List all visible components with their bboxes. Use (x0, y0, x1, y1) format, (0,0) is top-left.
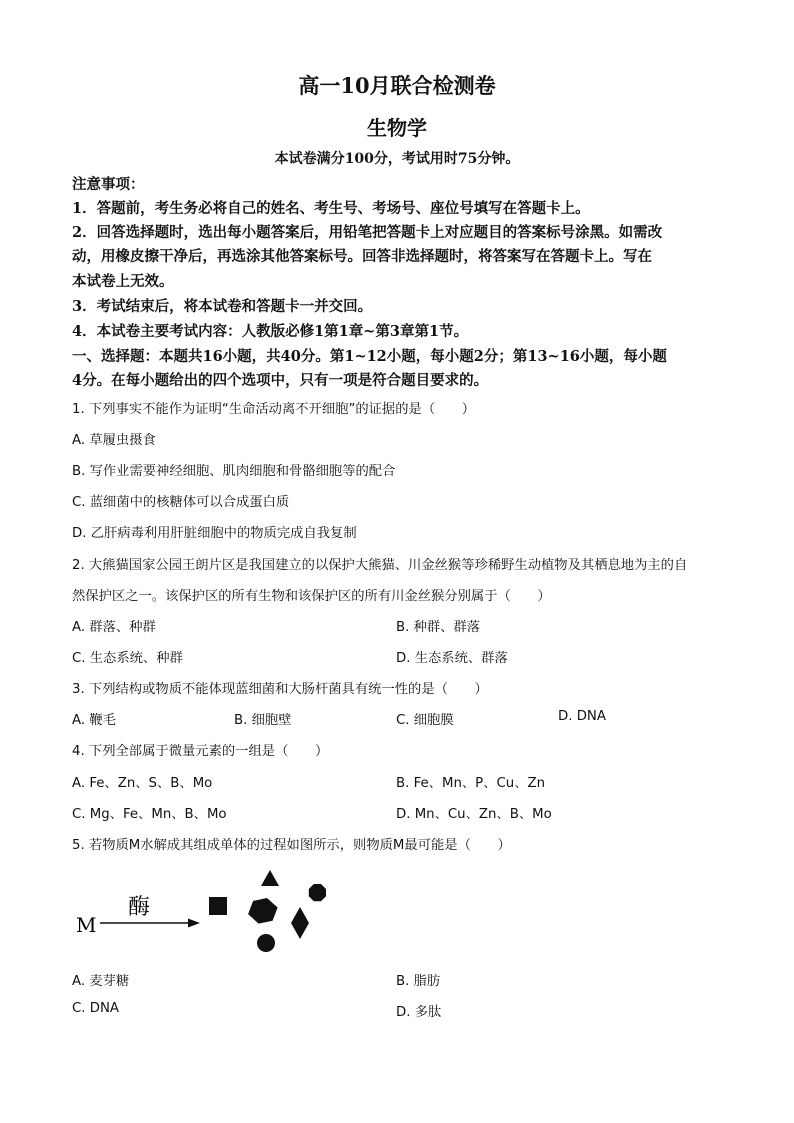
q4-option-b: B. Fe、Mn、P、Cu、Zn (396, 776, 546, 791)
monomer-diamond (291, 907, 309, 939)
monomer-octagon (309, 884, 326, 901)
notes-heading: 注意事项： (72, 176, 145, 193)
note-line-4: 本试卷上无效。 (72, 273, 174, 290)
q1-option-d: D. 乙肝病毒利用肝脏细胞中的物质完成自我复制 (72, 526, 357, 541)
monomer-square (209, 897, 227, 915)
q1-option-a: A. 草履虫摄食 (72, 433, 156, 448)
q2-option-c: C. 生态系统、种群 (72, 651, 183, 666)
note-line-5: 3．考试结束后，将本试卷和答题卡一并交回。 (72, 298, 373, 315)
note-line-3: 动，用橡皮擦干净后，再选涂其他答案标号。回答非选择题时，将答案写在答题卡上。写在 (72, 248, 652, 265)
q2-option-d: D. 生态系统、群落 (396, 651, 508, 666)
section-heading-line-2: 4分。在每小题给出的四个选项中，只有一项是符合题目要求的。 (72, 372, 489, 389)
note-line-1: 1．答题前，考生务必将自己的姓名、考生号、考场号、座位号填写在答题卡上。 (72, 200, 590, 217)
monomer-triangle (261, 870, 279, 886)
q2-stem-line-1: 2. 大熊猫国家公园王朗片区是我国建立的以保护大熊猫、川金丝猴等珍稀野生动植物及其栖息地为主的自 (72, 558, 688, 573)
q4-option-a: A. Fe、Zn、S、B、Mo (72, 776, 213, 791)
exam-title: 高一10月联合检测卷 (298, 73, 496, 98)
q3-option-c: C. 细胞膜 (396, 713, 454, 728)
q5-option-a: A. 麦芽糖 (72, 974, 130, 989)
q4-option-d: D. Mn、Cu、Zn、B、Mo (396, 807, 552, 822)
q1-stem: 1. 下列事实不能作为证明“生命活动离不开细胞”的证据的是（ ） (72, 402, 476, 417)
monomer-hexagon (248, 898, 278, 924)
q2-option-b: B. 种群、群落 (396, 620, 481, 635)
exam-info: 本试卷满分100分，考试用时75分钟。 (274, 151, 520, 167)
q1-option-b: B. 写作业需要神经细胞、肌肉细胞和骨骼细胞等的配合 (72, 464, 396, 479)
reaction-arrow-head (188, 919, 200, 928)
monomer-circle (257, 934, 275, 952)
q2-stem-line-2: 然保护区之一。该保护区的所有生物和该保护区的所有川金丝猴分别属于（ ） (72, 589, 551, 604)
q3-option-b: B. 细胞壁 (234, 713, 292, 728)
q4-stem: 4. 下列全部属于微量元素的一组是（ ） (72, 744, 329, 759)
q4-option-c: C. Mg、Fe、Mn、B、Mo (72, 807, 227, 822)
q5-option-d: D. 多肽 (396, 1005, 442, 1020)
q2-option-a: A. 群落、种群 (72, 620, 156, 635)
hydrolysis-diagram (70, 860, 350, 960)
note-line-6: 4．本试卷主要考试内容：人教版必修1第1章~第3章第1节。 (72, 323, 469, 340)
q1-option-c: C. 蓝细菌中的核糖体可以合成蛋白质 (72, 495, 290, 510)
section-heading-line-1: 一、选择题：本题共16小题，共40分。第1~12小题，每小题2分；第13~16小题，每小题 (72, 348, 667, 365)
note-line-2: 2．回答选择题时，选出每小题答案后，用铅笔把答题卡上对应题目的答案标号涂黑。如需改 (72, 224, 663, 241)
q3-stem: 3. 下列结构或物质不能体现蓝细菌和大肠杆菌具有统一性的是（ ） (72, 682, 488, 697)
diagram-label-enzyme: 酶 (128, 895, 151, 920)
q3-option-d: D. DNA (558, 709, 606, 724)
diagram-label-m: M (76, 913, 97, 937)
q5-option-c: C. DNA (72, 1001, 120, 1016)
subject-title: 生物学 (367, 116, 427, 140)
q5-stem: 5. 若物质M水解成其组成单体的过程如图所示，则物质M最可能是（ ） (72, 838, 511, 853)
q3-option-a: A. 鞭毛 (72, 713, 116, 728)
q5-option-b: B. 脂肪 (396, 974, 441, 989)
